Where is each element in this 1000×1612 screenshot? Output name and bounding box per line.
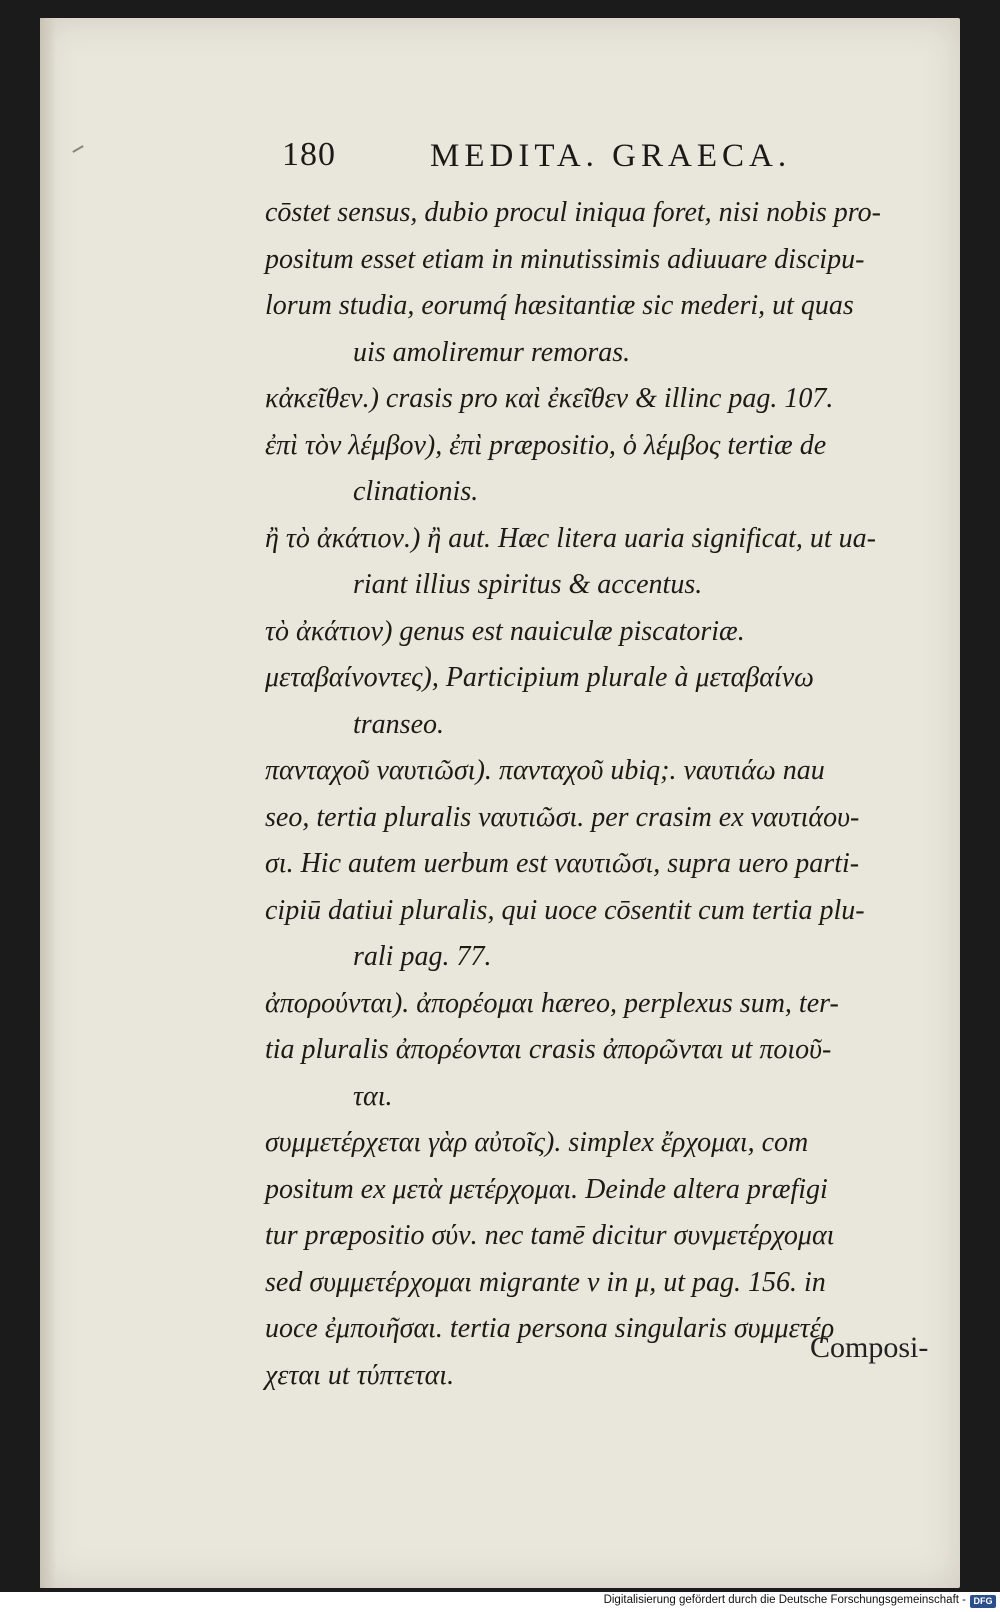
digitization-footer [0,1592,1000,1612]
text-line: σι. Hic autem uerbum est ναυτιῶσι, supra uero parti- [265,848,860,879]
text-line: μεταβαίνοντες), Participium plurale à μεταβαίνω [265,662,814,693]
text-line: πανταχοῦ ναυτιῶσι). πανταχοῦ ubiq;. ναυτιάω nau [265,755,825,786]
text-line: rali pag. 77. [353,941,492,972]
margin-mark [72,145,83,153]
text-line: positum ex μετὰ μετέρχομαι. Deinde altera præfigi [265,1173,828,1205]
dfg-logo-icon: DFG [970,1595,996,1608]
text-line: ἀπορούνται). ἀπορέομαι hæreo, perplexus sum, ter- [265,987,839,1019]
text-line: clinationis. [353,476,479,507]
text-line: κἀκεῖθεν.) crasis pro καὶ ἐκεῖθεν & illinc pag. 107. [265,383,834,414]
text-line: seo, tertia pluralis ναυτιῶσι. per crasim ex ναυτιάου- [265,801,860,833]
text-line: riant illius spiritus & accentus. [353,569,703,600]
text-line: τὸ ἀκάτιον) genus est nauiculæ piscatoriæ. [265,615,745,647]
page-number: 180 [282,136,336,173]
text-line: lorum studia, eorumq́ hæsitantiæ sic mederi, ut quas [265,290,854,321]
page-gutter-shadow [40,18,56,1588]
text-line: ἢ τὸ ἀκάτιον.) ἢ aut. Hæc litera uaria significat, ut ua- [265,522,876,554]
text-line: transeo. [353,708,444,740]
text-line: cipiū datiui pluralis, qui uoce cōsentit cum tertia plu- [265,894,865,926]
funding-credit: Digitalisierung gefördert durch die Deutsche Forschungsgemeinschaft - [603,1594,966,1606]
book-page [40,18,960,1588]
page-header [282,136,882,192]
commentary-text [265,190,945,1399]
text-line: uis amoliremur remoras. [353,336,631,368]
running-head: MEDITA. GRAECA. [430,138,792,174]
text-line: χεται ut τύπτεται. [265,1359,455,1391]
text-line: ἐπὶ τὸν λέμβον), ἐπὶ præpositio, ὁ λέμβος tertiæ de [265,429,827,461]
text-line: positum esset etiam in minutissimis adiuuare discipu- [265,243,865,275]
text-line: sed συμμετέρχομαι migrante ν in μ, ut pag. 156. in [265,1266,826,1298]
text-line: cōstet sensus, dubio procul iniqua foret, nisi nobis pro- [265,197,881,228]
text-line: ται. [353,1080,393,1112]
text-line: tia pluralis ἀπορέονται crasis ἀπορῶνται ut ποιοῦ- [265,1034,832,1065]
text-line: tur præpositio σύν. nec tamē dicitur συνμετέρχομαι [265,1220,835,1251]
text-line: συμμετέρχεται γὰρ αὐτοῖς). simplex ἔρχομαι, com [265,1127,809,1158]
catchword: Composi- [810,1331,929,1364]
text-line: uoce ἐμποιῆσαι. tertia persona singularis συμμετέρ [265,1313,835,1344]
